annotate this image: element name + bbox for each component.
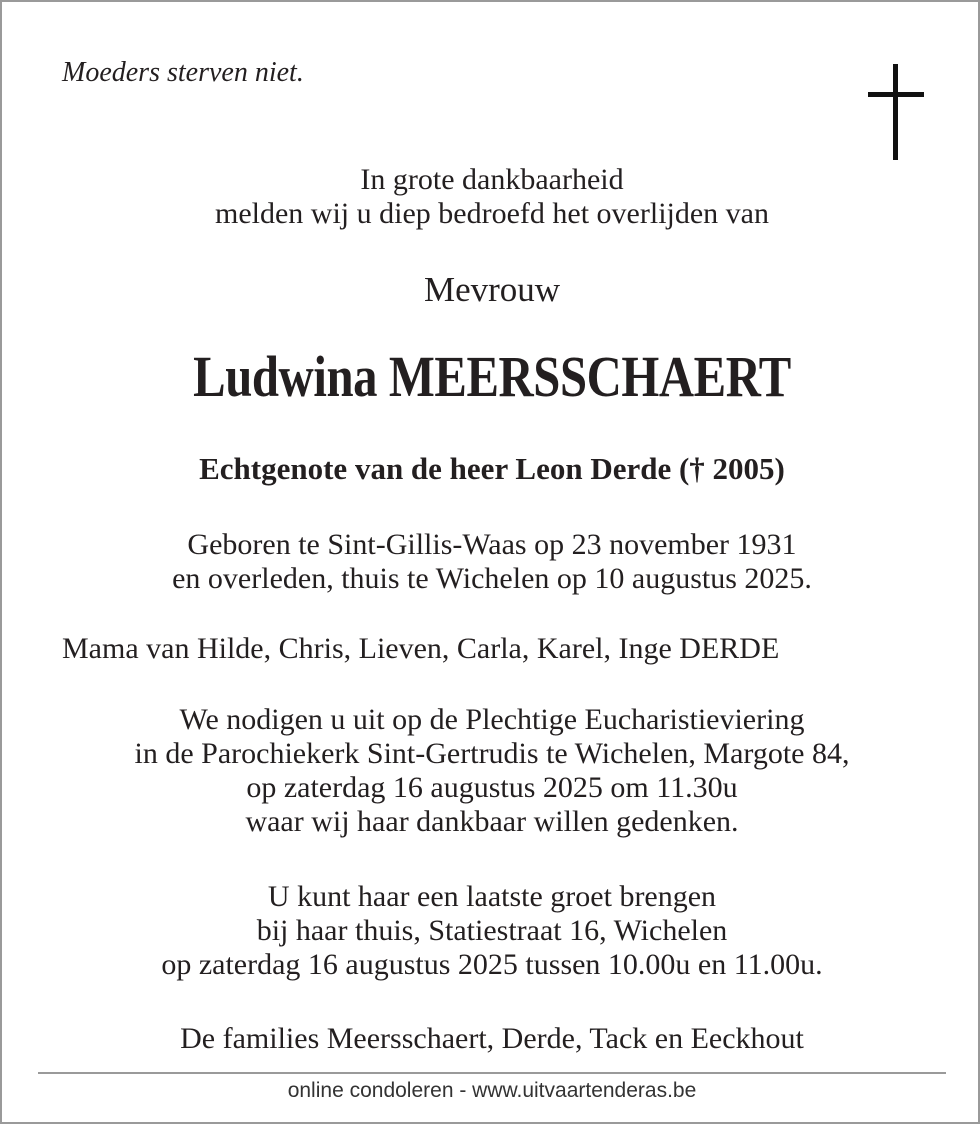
- spouse-line: [2, 450, 980, 488]
- footer-divider: [38, 1072, 946, 1074]
- service-line: op zaterdag 16 augustus 2025 om 11.30u: [246, 771, 738, 804]
- honorific: [2, 270, 980, 310]
- deceased-name: [2, 342, 980, 412]
- honorific-text: Mevrouw: [423, 270, 561, 309]
- life-dates: [2, 528, 980, 596]
- families-signature: [2, 1022, 980, 1056]
- spouse-text: Echtgenote van de heer Leon Derde († 2005): [199, 451, 785, 486]
- service-line: in de Parochiekerk Sint-Gertrudis te Wichelen, Margote 84,: [134, 737, 850, 770]
- birth-line: Geboren te Sint-Gillis-Waas op 23 november 1931: [187, 528, 797, 561]
- death-line: en overleden, thuis te Wichelen op 10 augustus 2025.: [172, 562, 812, 595]
- visitation-line: U kunt haar een laatste groet brengen: [267, 880, 717, 913]
- condolence-footer: online condoleren - www.uitvaartenderas.be: [287, 1079, 697, 1102]
- motto: Moeders sterven niet.: [62, 57, 304, 88]
- intro-line: melden wij u diep bedroefd het overlijden van: [215, 197, 769, 230]
- intro-text: [2, 163, 980, 231]
- visitation-line: op zaterdag 16 augustus 2025 tussen 10.00u en 11.00u.: [161, 948, 823, 981]
- cross-icon: [868, 64, 924, 160]
- deceased-name-text: Ludwina MEERSSCHAERT: [193, 344, 791, 409]
- visitation-line: bij haar thuis, Statiestraat 16, Wichelen: [256, 914, 728, 947]
- service-line: waar wij haar dankbaar willen gedenken.: [245, 805, 739, 838]
- visitation-info: [2, 880, 980, 982]
- intro-line: In grote dankbaarheid: [360, 163, 624, 196]
- families-text: De families Meersschaert, Derde, Tack en Eeckhout: [180, 1022, 804, 1055]
- children-line: Mama van Hilde, Chris, Lieven, Carla, Karel, Inge DERDE: [62, 632, 780, 665]
- service-line: We nodigen u uit op de Plechtige Eucharistieviering: [179, 703, 805, 736]
- service-info: [2, 703, 980, 839]
